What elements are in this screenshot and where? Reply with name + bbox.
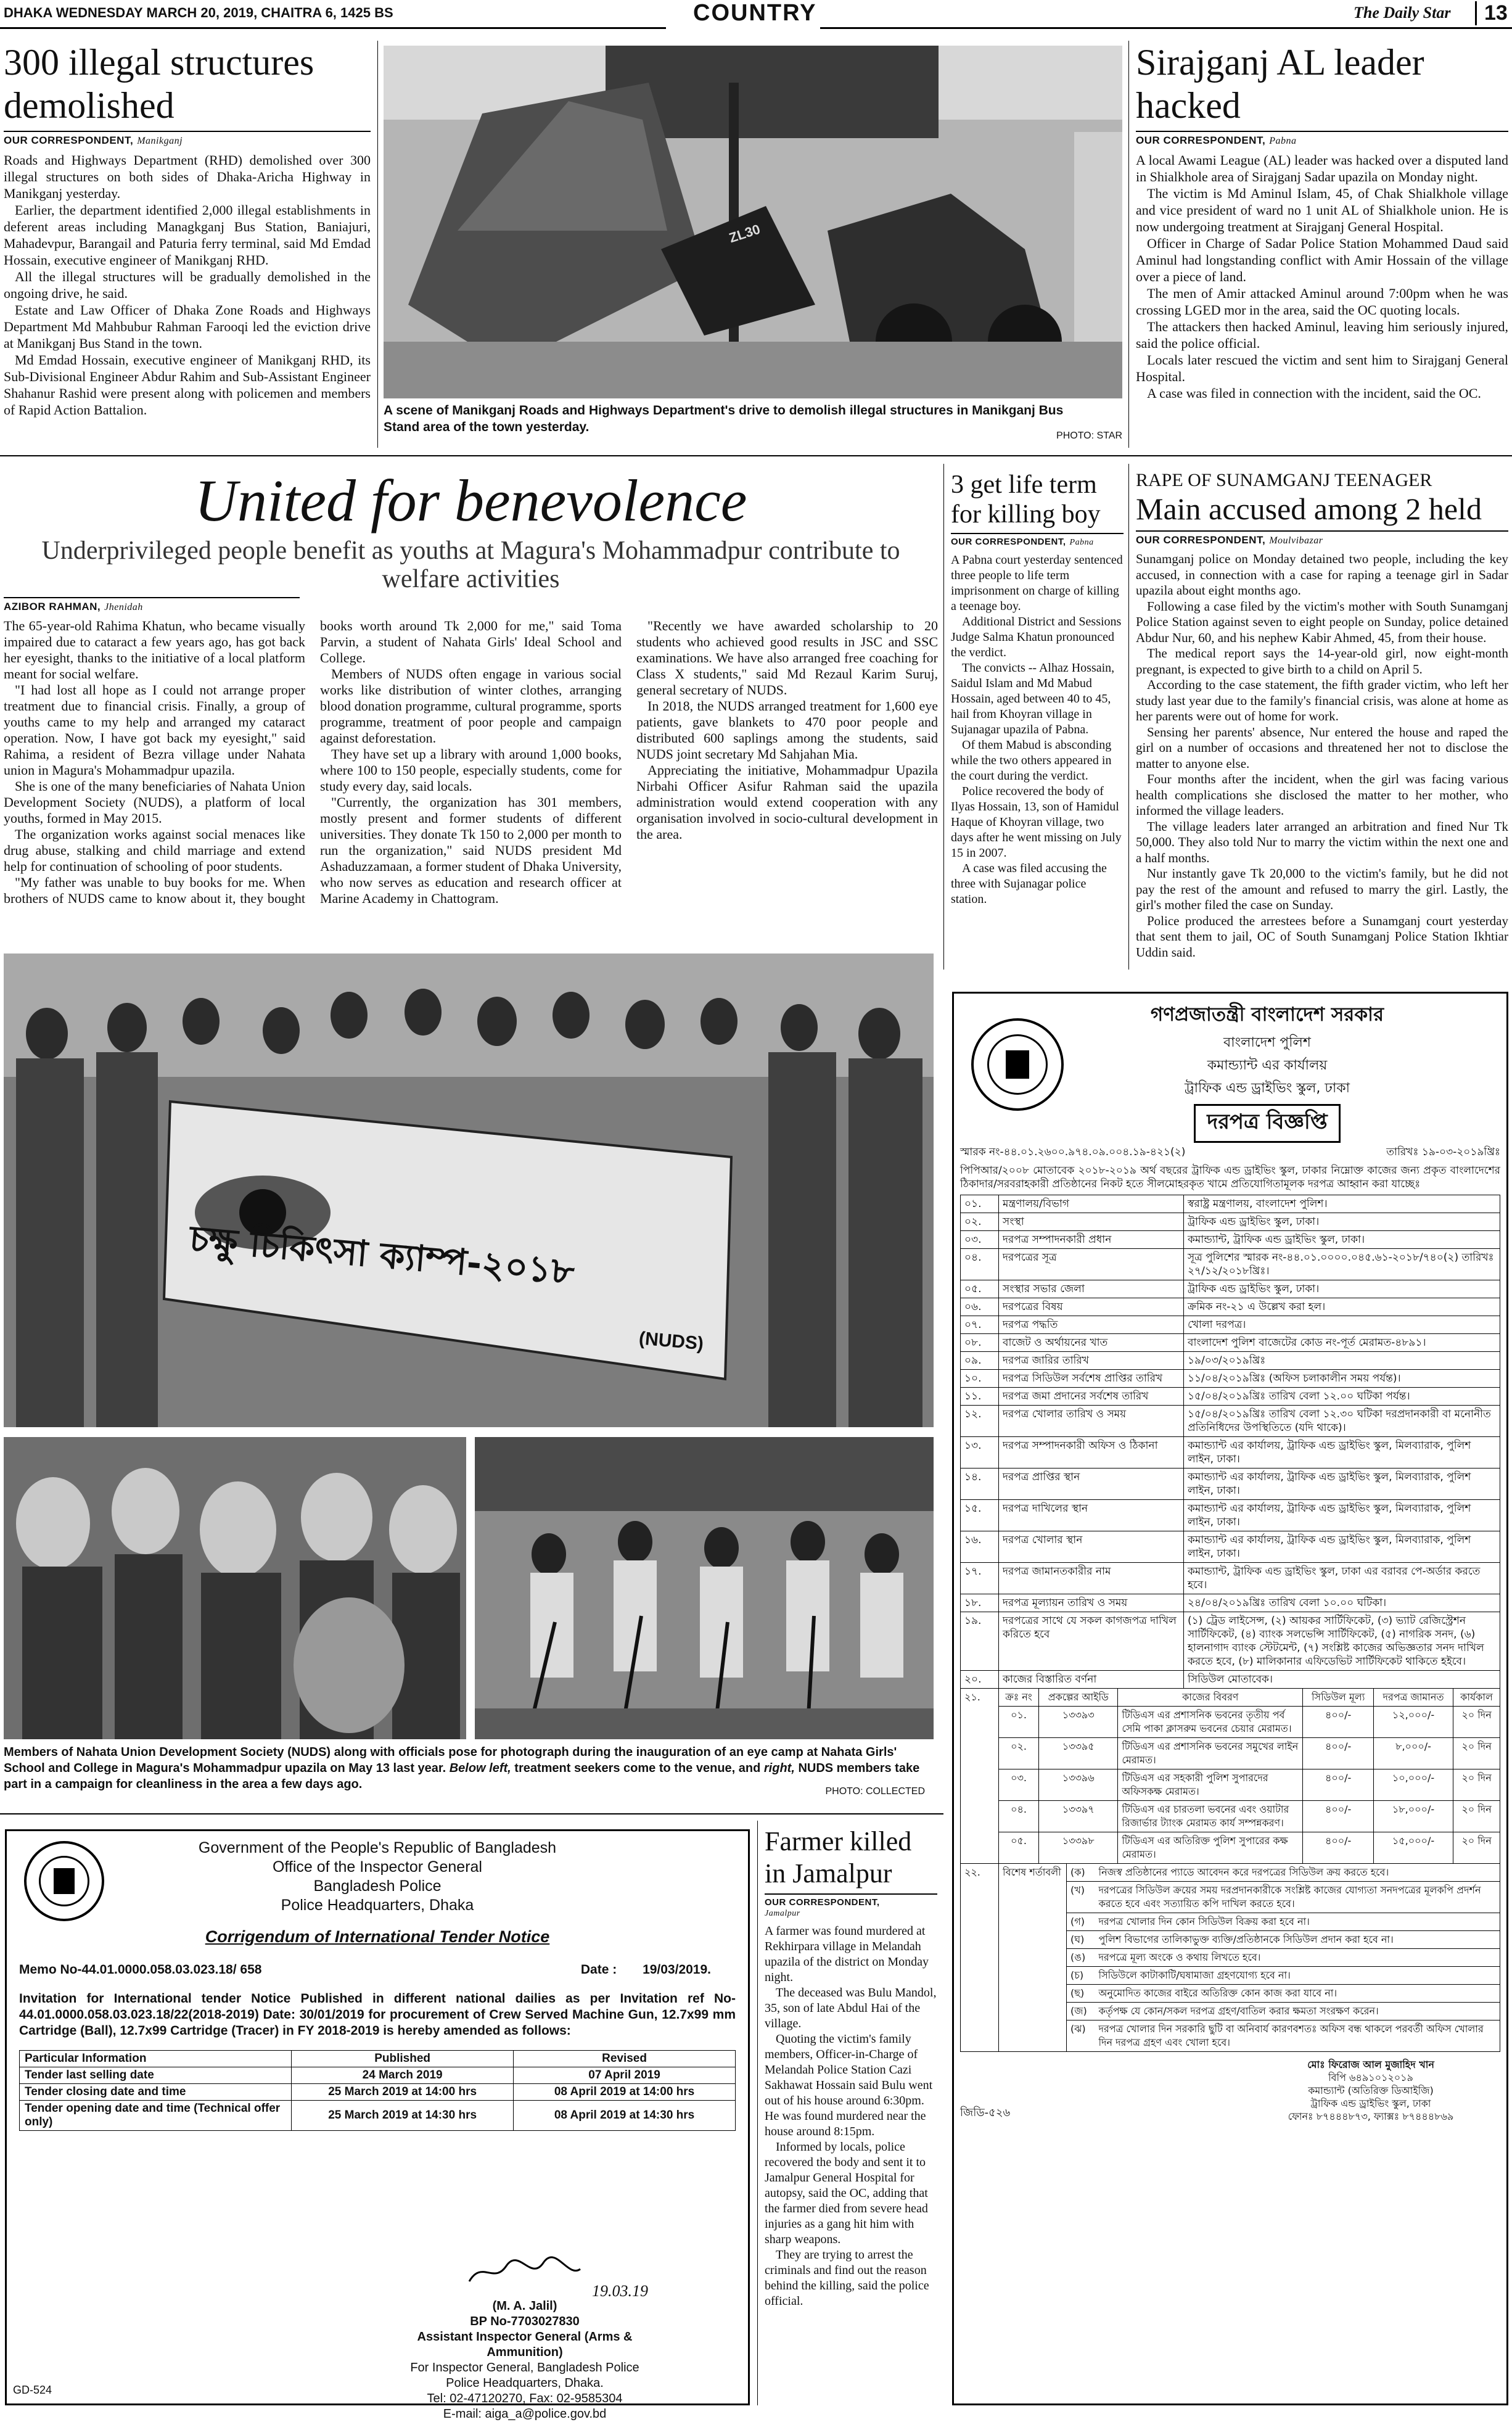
info-row (961, 1316, 1500, 1334)
work-cell: ৪০০/- (1303, 1707, 1374, 1738)
tender-cell: 08 April 2019 at 14:00 hrs (514, 2084, 736, 2101)
work-row (961, 1707, 1500, 1738)
info-row (961, 1468, 1500, 1500)
work-cell: ১৩৩৯৭ (1039, 1801, 1118, 1832)
row-number: ০৫. (961, 1280, 999, 1298)
condition-letter: (জ) (1067, 2003, 1095, 2020)
work-row (961, 1738, 1500, 1769)
tender-cell: 25 March 2019 at 14:30 hrs (292, 2101, 514, 2131)
ad-tender-table: Particular Information Published Revised Tender last selling date 24 March 2019 07 April 2019 Tender closing date and time 25 March 2019 at 14:00 hrs 08 April 2019 at 14:00 hrs Tender opening date and time (Technical offer only) 25 March 2019 at 14:30 hrs 08 April 2019 at 14:30 hrs (19, 2050, 736, 2131)
ad-intro: পিপিআর/২০০৮ মোতাবেক ২০১৮-২০১৯ অর্থ বছরের ট্রাফিক এন্ড ড্রাইভিং স্কুল, ঢাকার নিম্নোক্ত কাজের জন্য প্রকৃত বাংলাদেশের ঠিকাদার/সরবরাহকারী প্রতিষ্ঠানের নিকট হতে সীলমোহরকৃত খামে প্রতিযোগিতামূলক দরপত্র আহ্বান করা যাচ্ছেঃ (960, 1164, 1500, 1190)
row-number: ০৪. (961, 1249, 999, 1280)
work-cell: ০৫. (999, 1832, 1039, 1864)
tender-row (20, 2067, 736, 2084)
work-cell: ৮,০০০/- (1373, 1738, 1453, 1769)
row-number: ১৪. (961, 1468, 999, 1500)
ad-office: কমান্ড্যান্ট এর কার্যালয় (1207, 1058, 1328, 1073)
english-tender-ad (5, 1829, 750, 2421)
row-number: ২২. (961, 1864, 999, 2052)
article-benevolence (4, 470, 938, 918)
article-body: Sunamganj police on Monday detained two people, including the key accused, in connection with a case for raping a teenage girl in Sadar upazila about eight months ago. Following a case filed by the victim's mother with South Sunamganj Police Station against seven to eight people on Sunday, police detained Abdur Nur, 60, and his nephew Kabir Ahmed, 45, from their house. The medical report says the 14-year-old girl, now eight-month pregnant, is expected to give birth to a child on April 5. According to the case statement, the fifth grader victim, who left her study last year due to the family's financial crisis, was alone at home as her parents were out of home for work. Sensing her parents' absence, Nur entered the house and raped the girl on a number of occasions and threatened her not to disclose the matter to anyone else. Four months after the incident, when the girl was facing various health complications she disclosed the matter to her mother, who informed the village leaders. The village leaders later arranged an arbitration and fined Nur Tk 50,000. They also told Nur to marry the victim within the next one and a half months. Nur instantly gave Tk 20,000 to the victim's family, but he did not pay the rest of the amount and refused to marry the girl. Lastly, the girl's mother filed the case on Sunday. Police produced the arrestees before a Sunamganj court yesterday that sent them to jail, OC of South Sunamganj Police Station Ikhtiar Uddin said. (1136, 551, 1508, 960)
work-cell: ০১. (999, 1707, 1039, 1738)
signature-mark (463, 2257, 586, 2288)
row-value: ১১/০৪/২০১৯খ্রিঃ (অফিস চলাকালীন সময় পর্যন্ত)। (1184, 1370, 1500, 1388)
work-cell: ৪০০/- (1303, 1769, 1374, 1801)
row-value: কমান্ড্যান্ট এর কার্যালয়, ট্রাফিক এন্ড ড্রাইভিং স্কুল, মিলব্যারাক, পুলিশ লাইন, ঢাকা। (1184, 1500, 1500, 1531)
banner-text: চক্ষু চিকিৎসা ক্যাম্প-২০১৮ (187, 1217, 577, 1293)
condition-text: পুলিশ বিভাগের তালিকাভুক্ত ব্যক্তি/প্রতিষ্ঠানকে সিডিউল প্রদান করা হবে না। (1095, 1931, 1500, 1949)
info-row (961, 1388, 1500, 1406)
headline: Farmer killed in Jamalpur (765, 1826, 912, 1889)
dateline: DHAKA WEDNESDAY MARCH 20, 2019, CHAITRA 6, 1425 BS (4, 5, 393, 20)
headline: 3 get life term for killing boy (951, 471, 1101, 529)
work-cell: ০৩. (999, 1769, 1039, 1801)
police-emblem (971, 1018, 1064, 1111)
row-number: ১৫. (961, 1500, 999, 1531)
byline: AZIBOR RAHMAN, Jhenidah (4, 597, 300, 613)
ad-conditions-table (960, 1863, 1500, 2052)
police-emblem (24, 1841, 104, 1921)
work-cell: ১৩৩৯৬ (1039, 1769, 1118, 1801)
cleanliness-campaign-photo (475, 1437, 934, 1739)
work-cell: ৪০০/- (1303, 1738, 1374, 1769)
condition-row (961, 1864, 1500, 1882)
row-value: ১৫/০৪/২০১৯খ্রিঃ তারিখ বেলা ১২.০০ ঘটিকা পর্যন্ত। (1184, 1388, 1500, 1406)
work-cell: ২০ দিন (1453, 1707, 1500, 1738)
sign-date: 19.03.19 (592, 2282, 648, 2300)
condition-letter: (চ) (1067, 1967, 1095, 1985)
ad-title: Corrigendum of International Tender Notice (205, 1927, 550, 1946)
ad-police: Bangladesh Police (313, 1877, 442, 1895)
row-number: ০৮. (961, 1334, 999, 1352)
work-cell: টিডিএস এর অতিরিক্ত পুলিশ সুপারের কক্ষ মেরামত। (1118, 1832, 1303, 1864)
row-number: ১১. (961, 1388, 999, 1406)
nuds-credit: PHOTO: COLLECTED (825, 1786, 925, 1797)
tender-cell: Tender closing date and time (20, 2084, 292, 2101)
row-label: কাজের বিস্তারিত বর্ণনা (999, 1671, 1184, 1689)
demolition-photo (384, 46, 1122, 398)
article-main-accused (1136, 470, 1508, 960)
machine-label: ZL30 (727, 221, 762, 246)
condition-text: নিজস্ব প্রতিষ্ঠানের প্যাডে আবেদন করে দরপত্রের সিডিউল ক্রয় করতে হবে। (1095, 1864, 1500, 1882)
page-number: 13 (1475, 1, 1508, 25)
condition-text: অনুমোদিত কাজের বাইরে অতিরিক্ত কোন কাজ করা যাবে না। (1095, 1985, 1500, 2003)
work-cell: ২০ দিন (1453, 1801, 1500, 1832)
info-row (961, 1612, 1500, 1671)
work-row (961, 1769, 1500, 1801)
article-body: A Pabna court yesterday sentenced three people to life term imprisonment on charge of killing a teenage boy. Additional District and Sessions Judge Salma Khatun pronounced the verdict. The convicts -- Alhaz Hossain, Saidul Islam and Md Mabud Hossain, aged between 40 to 45, hail from Khoyran village in Sujanagar upazila of Pabna. Of them Mabud is absconding while the two others appeared in the court during the verdict. Police recovered the body of Ilyas Hossain, 13, son of Hamidul Haque of Khoyran village, two days after he went missing on July 15 in 2007. A case was filed accusing the three with Sujanagar police station. (951, 553, 1123, 906)
condition-text: কর্তৃপক্ষ যে কোন/সকল দরপত্র গ্রহণ/বাতিল করার ক্ষমতা সংরক্ষণ করেন। (1095, 2003, 1500, 2020)
info-row (961, 1370, 1500, 1388)
row-label: দরপত্র জামানতকারীর নাম (999, 1563, 1184, 1594)
article-body: The 65-year-old Rahima Khatun, who became visually impaired due to cataract a few years ago, has got back her eyesight, thanks to the initiative of a local platform meant for social welfare. "I had lost all hope as I could not arrange proper treatment due to financial crisis. Finally, a group of youths came to my help and arranged my cataract operation. Now, I have got back my eyesight," said Rahima, a resident of Bezra village under Nahata union in Magura's Mohammadpur upazila. She is one of the many beneficiaries of Nahata Union Development Society (NUDS), a platform of local youths, formed in May 2015. The organization works against social menaces like drug abuse, stalking and child marriage and extend help for continuation of schooling of poor students. "My father was unable to buy books for me. When brothers of NUDS came to know about it, they bought books worth around Tk 2,000 for me," said Toma Parvin, a student of Nahata Girls' Ideal School and College. Members of NUDS often engage in various social works like distribution of winter clothes, arranging blood donation programme, cultural programme, sports programme, treatment of poor people and campaign against deforestation. They have set up a library with around 1,000 books, where 100 to 150 people, especially students, come for study every day, said locals. "Currently, the organization has 301 members, mostly present and former students of different universities. They donate Tk 150 to 2,000 per month to run the organization," said NUDS president Md Ashaduzzamaan, a former student of Dhaka University, who now serves as education and research officer at Marine Academy in Chattogram. "Recently we have awarded scholarship to 20 students who achieved good results in JSC and SSC examinations. We have also arranged free coaching for Class X students," said Md Rezaul Karim Suruj, general secretary of NUDS. In 2018, the NUDS arranged treatment for 1,600 eye patients, gave blankets to 470 poor people and distributed 600 saplings among the students, said NUDS joint secretary Md Sahjahan Mia. Appreciating the initiative, Mohammadpur Upazila Nirbahi Officer Asifur Rahman said the upazila administration would extend cooperation with any organisation involved in socio-cultural development in the area. (4, 618, 938, 906)
work-cell: ১৩৩৯৫ (1039, 1738, 1118, 1769)
work-cell: ২০ দিন (1453, 1738, 1500, 1769)
row-label: দরপত্র দাখিলের স্থান (999, 1500, 1184, 1531)
work-cell: ১০,০০০/- (1373, 1769, 1453, 1801)
condition-text: দরপত্রে মূল্য অংকে ও কথায় লিখতে হবে। (1095, 1949, 1500, 1967)
row-label: সংস্থার সভার জেলা (999, 1280, 1184, 1298)
info-row (961, 1594, 1500, 1612)
row-number: ০৭. (961, 1316, 999, 1334)
row-number: ১৭. (961, 1563, 999, 1594)
tender-cell: 25 March 2019 at 14:00 hrs (292, 2084, 514, 2101)
info-row (961, 1298, 1500, 1316)
row-value: খোলা দরপত্র। (1184, 1316, 1500, 1334)
work-row (961, 1801, 1500, 1832)
row-number: ১৯. (961, 1612, 999, 1671)
kicker: RAPE OF SUNAMGANJ TEENAGER (1136, 470, 1432, 490)
row-value: স্বরাষ্ট্র মন্ত্রণালয়, বাংলাদেশ পুলিশ। (1184, 1195, 1500, 1213)
article-body: Roads and Highways Department (RHD) demolished over 300 illegal structures on both sides of Dhaka-Aricha Highway in Manikganj yesterday. Earlier, the department identified 2,000 illegal establishments in deferent areas including Managkganj Bus Station, Baniajuri, Mahadevpur, Barangail and Paturia ferry terminal, said Md Emdad Hossain, executive engineer of Manikganj RHD. All the illegal structures will be gradually demolished in the ongoing drive, he said. Estate and Law Officer of Dhaka Zone Roads and Highways Department Md Mahbubur Rahman Farooqi led the eviction drive at Manikganj Bus Stand in the town. Md Emdad Hossain, executive engineer of Manikganj RHD, its Sub-Divisional Engineer Abdur Rahim and Sub-Assistant Engineer Shahanur Rashid were present along with policemen and members of Rapid Action Battalion. (4, 152, 371, 418)
photo-credit: PHOTO: STAR (1056, 430, 1122, 441)
ad-signature: 19.03.19 (M. A. Jalil) BP No-7703027830 Assistant Inspector General (Arms & Ammunition) For Inspector General, Bangladesh Police Police Headquarters, Dhaka. Tel: 02-47120270, Fax: 02-9585304 E-mail: aiga_a@police.gov.bd (401, 2257, 648, 2422)
work-cell: ১৩৩৯৩ (1039, 1707, 1118, 1738)
row-value: বাংলাদেশ পুলিশ বাজেটের কোড নং-পূর্ত মেরামত-৪৮৯১। (1184, 1334, 1500, 1352)
condition-text: দরপত্রের সিডিউল ক্রয়ের সময় দরপ্রদানকারীকে সংশ্লিষ্ট কাজের যোগ্যতা সনদপত্রের মূলকপি প্রদর্শন করতে হবে এবং সত্যায়িত কপি দাখিল করতে হবে। (1095, 1882, 1500, 1913)
row-label: দরপত্রের সাথে যে সকল কাগজপত্র দাখিল করিতে হবে (999, 1612, 1184, 1671)
info-row (961, 1531, 1500, 1563)
ad-code: GD-524 (13, 2384, 52, 2396)
work-head-cell: কাজের বিবরণ (1118, 1689, 1303, 1707)
work-cell: ২০ দিন (1453, 1832, 1500, 1864)
row-label: দরপত্র পদ্ধতি (999, 1316, 1184, 1334)
work-cell: ০৪. (999, 1801, 1039, 1832)
row-value: সূত্র পুলিশের স্মারক নং-৪৪.০১.০০০০.০৪৫.৬১-২০১৮/৭৪০(২) তারিখঃ ২৭/১২/২০১৮খ্রিঃ। (1184, 1249, 1500, 1280)
condition-letter: (ছ) (1067, 1985, 1095, 2003)
condition-text: দরপত্র খোলার দিন সরকারি ছুটি বা অনিবার্য কারণবশতঃ অফিস বন্ধ থাকলে পরবর্তী অফিস খোলার দিন দরপত্র গ্রহণ এবং খোলা হবে। (1095, 2020, 1500, 2052)
row-value: ২৪/০৪/২০১৯খ্রিঃ তারিখ বেলা ১০.০০ ঘটিকা। (1184, 1594, 1500, 1612)
row-value: কমান্ড্যান্ট, ট্রাফিক এন্ড ড্রাইভিং স্কুল, ঢাকা এর বরাবর পে-অর্ডার করতে হবে। (1184, 1563, 1500, 1594)
condition-text: সিডিউলে কাটাকাটি/ঘষামাজা গ্রহণযোগ্য হবে না। (1095, 1967, 1500, 1985)
article-illegal-structures (4, 41, 371, 418)
tender-cell: Tender last selling date (20, 2067, 292, 2084)
work-head-cell: কার্যকাল (1453, 1689, 1500, 1707)
headline: 300 illegal structures demolished (4, 42, 314, 126)
row-value: কমান্ড্যান্ট এর কার্যালয়, ট্রাফিক এন্ড ড্রাইভিং স্কুল, মিলব্যারাক, পুলিশ লাইন, ঢাকা। (1184, 1531, 1500, 1563)
info-row (961, 1671, 1500, 1689)
tender-row (20, 2084, 736, 2101)
row-number: ১৬. (961, 1531, 999, 1563)
row-value: কমান্ড্যান্ট এর কার্যালয়, ট্রাফিক এন্ড ড্রাইভিং স্কুল, মিলব্যারাক, পুলিশ লাইন, ঢাকা। (1184, 1468, 1500, 1500)
tender-cell: 24 March 2019 (292, 2067, 514, 2084)
row-value: ট্রাফিক এন্ড ড্রাইভিং স্কুল, ঢাকা। (1184, 1213, 1500, 1231)
paper-name: The Daily Star (1354, 4, 1451, 22)
info-row (961, 1334, 1500, 1352)
info-row (961, 1500, 1500, 1531)
ad-memo: স্মারক নং-৪৪.০১.২৬০০.৯৭৪.০৯.০০৪.১৯-৪২১(২) (960, 1146, 1186, 1158)
ad-signature: মোঃ ফিরোজ আল মুজাহিদ খান বিপি ৬৪৯১০১২০১৯ কমান্ড্যান্ট (অতিরিক্ত ডিআইজি) ট্রাফিক এন্ড ড্রাইভিং স্কুল, ঢাকা ফোনঃ ৮৭৪৪৪৮৭৩, ফ্যাক্সঃ ৮৭৪৪৪৮৬৯ (1288, 2059, 1454, 2122)
row-label: বাজেট ও অর্থায়নের খাত (999, 1334, 1184, 1352)
row-label: বিশেষ শর্তাবলী (999, 1864, 1067, 2052)
ad-police: বাংলাদেশ পুলিশ (1223, 1035, 1311, 1050)
byline: OUR CORRESPONDENT, Jamalpur (765, 1893, 937, 1919)
ad-school: ট্রাফিক এন্ড ড্রাইভিং স্কুল, ঢাকা (1185, 1081, 1350, 1096)
row-value: (১) ট্রেড লাইসেন্স, (২) আয়কর সার্টিফিকেট, (৩) ভ্যাট রেজিস্ট্রেশন সার্টিফিকেট, (৪) ব্যাংক সলভেন্সি সার্টিফিকেট, (৫) নাগরিক সনদ, (৬) হালনাগাদ ব্যাংক স্টেটমেন্ট, (৭) সংশ্লিষ্ট কাজের অভিজ্ঞতার সনদ দাখিল করতে হবে, (৮) মালিকানার এফিডেভিট সার্টিফিকেট থাকিতে হইবে। (1184, 1612, 1500, 1671)
headline: Sirajganj AL leader hacked (1136, 42, 1424, 126)
info-row (961, 1437, 1500, 1468)
row-label: সংস্থা (999, 1213, 1184, 1231)
ad-title: দরপত্র বিজ্ঞপ্তি (1194, 1104, 1340, 1143)
nuds-group-photo (4, 954, 934, 1427)
row-label: দরপত্র প্রাপ্তির স্থান (999, 1468, 1184, 1500)
row-label: দরপত্র খোলার তারিখ ও সময় (999, 1406, 1184, 1437)
ad-body: Invitation for International tender Notice Published in different national dailies as per Invitation ref No-44.01.0000.058.03.023.18/22(2018-2019) Date: 30/01/2019 for procurement of Crew Served Machine Gun, 12.7x99 mm Cartridge (Ball), 12.7x99 Cartridge (Tracer) in FY 2018-2019 is hereby amended as follows: (19, 1992, 736, 2038)
row-label: দরপত্র জমা প্রদানের সর্বশেষ তারিখ (999, 1388, 1184, 1406)
work-head-cell: দরপত্র জামানত (1373, 1689, 1453, 1707)
byline: OUR CORRESPONDENT, Pabna (1136, 131, 1508, 147)
row-number: ০৯. (961, 1352, 999, 1370)
row-number: ০৩. (961, 1231, 999, 1249)
byline: OUR CORRESPONDENT, Moulvibazar (1136, 530, 1508, 546)
row-number: ১২. (961, 1406, 999, 1437)
bangla-tender-ad (952, 992, 1508, 2405)
ad-gov: গণপ্রজাতন্ত্রী বাংলাদেশ সরকার (1150, 1003, 1384, 1026)
tender-cell: 08 April 2019 at 14:30 hrs (514, 2101, 736, 2131)
ad-gov: Government of the People's Republic of Bangladesh (198, 1839, 557, 1856)
ad-info-table (960, 1195, 1500, 1689)
row-label: দরপত্র মূল্যায়ন তারিখ ও সময় (999, 1594, 1184, 1612)
row-label: দরপত্রের সূত্র (999, 1249, 1184, 1280)
tender-row (20, 2101, 736, 2131)
article-body: A local Awami League (AL) leader was hacked over a disputed land in Shialkhole area of Sirajganj Sadar upazila on Monday night. The victim is Md Aminul Islam, 45, of Chak Shialkhole village and vice president of ward no 1 unit AL of Shialkhole union. He is now undergoing treatment at Sirajganj General Hospital. Officer in Charge of Sadar Police Station Mohammed Daud said Aminul had longstanding conflict with Amir Hossain of the village over a piece of land. The men of Amir attacked Aminul around 7:00pm when he was crossing LGED mor in the area, said the OC quoting locals. The attackers then hacked Aminul, leaving him seriously injured, said the police official. Locals later rescued the victim and sent him to Sirajganj General Hospital. A case was filed in connection with the incident, said the OC. (1136, 152, 1508, 401)
row-value: কমান্ড্যান্ট, ট্রাফিক এন্ড ড্রাইভিং স্কুল, ঢাকা। (1184, 1231, 1500, 1249)
work-cell: ১৮,০০০/- (1373, 1801, 1453, 1832)
row-value: ক্রমিক নং-২১ এ উল্লেখ করা হল। (1184, 1298, 1500, 1316)
row-label: মন্ত্রণালয়/বিভাগ (999, 1195, 1184, 1213)
condition-letter: (ঘ) (1067, 1931, 1095, 1949)
article-body: A farmer was found murdered at Rekhirpara village in Melandah upazila of the district on Monday night. The deceased was Bulu Mandol, 35, son of late Abdul Hai of the village. Quoting the victim's family members, Officer-in-Charge of Melandah Police Station Cazi Sakhawat Hossain said Bulu went out of his house around 6:30pm. He was found murdered near the house around 8:15pm. Informed by locals, police recovered the body and sent it to Jamalpur General Hospital for autopsy, said the OC, adding that the farmer died from severe head injuries as a gang hit him with sharp weapons. They are trying to arrest the criminals and find out the reason behind the killing, said the police official. (765, 1924, 937, 2308)
work-cell: ৪০০/- (1303, 1832, 1374, 1864)
photo-caption: A scene of Manikganj Roads and Highways Department's drive to demolish illegal structures in Manikganj Bus Stand area of the town yesterday. (384, 403, 1064, 434)
row-number: ২০. (961, 1671, 999, 1689)
article-life-term (951, 470, 1124, 907)
work-cell: ৪০০/- (1303, 1801, 1374, 1832)
row-number: ০১. (961, 1195, 999, 1213)
tender-cell: 07 April 2019 (514, 2067, 736, 2084)
row-number: ১৮. (961, 1594, 999, 1612)
row-number: ২১. (961, 1689, 999, 1864)
row-number: ০২. (961, 1213, 999, 1231)
work-cell: ১৩৩৯৮ (1039, 1832, 1118, 1864)
work-cell: টিডিএস এর চারতলা ভবনের এবং ওয়াটার রিজার্ভার ট্যাংক মেরামত কার্য সম্পন্নকরণ। (1118, 1801, 1303, 1832)
treatment-seekers-photo (4, 1437, 466, 1739)
work-head-cell: প্রকল্পের আইডি (1039, 1689, 1118, 1707)
work-cell: টিডিএস এর প্রশাসনিক ভবনের সমুখের লাইন মেরামত। (1118, 1738, 1303, 1769)
row-label: দরপত্র খোলার স্থান (999, 1531, 1184, 1563)
ad-date: 19/03/2019. (643, 1963, 711, 1977)
info-row (961, 1406, 1500, 1437)
row-number: ১০. (961, 1370, 999, 1388)
row-label: দরপত্রের বিষয় (999, 1298, 1184, 1316)
row-label: দরপত্র সম্পাদনকারী অফিস ও ঠিকানা (999, 1437, 1184, 1468)
subhead: Underprivileged people benefit as youths at Magura's Mohammadpur contribute to welfare activities (41, 537, 900, 593)
section-label: COUNTRY (684, 0, 825, 27)
ad-memo: Memo No-44.01.0000.058.03.023.18/ 658 (19, 1963, 262, 1977)
work-cell: টিডিএস এর প্রশাসনিক ভবনের তৃতীয় পর্ব সেমি পাকা ক্লাসরুম ভবনের চেয়ার মেরামত। (1118, 1707, 1303, 1738)
banner-org: (NUDS) (638, 1328, 705, 1354)
article-farmer-killed (765, 1826, 937, 2309)
headline: Main accused among 2 held (1136, 492, 1482, 526)
ad-office: Office of the Inspector General (272, 1858, 482, 1876)
info-row (961, 1231, 1500, 1249)
row-number: ০৬. (961, 1298, 999, 1316)
ad-hq: Police Headquarters, Dhaka (281, 1897, 474, 1914)
info-row (961, 1195, 1500, 1213)
row-number: ১৩. (961, 1437, 999, 1468)
work-head-cell: ক্রঃ নং (999, 1689, 1039, 1707)
condition-letter: (ঙ) (1067, 1949, 1095, 1967)
info-row (961, 1213, 1500, 1231)
masthead (0, 0, 1512, 30)
condition-text: দরপত্র খোলার দিন কোন সিডিউল বিক্রয় করা হবে না। (1095, 1913, 1500, 1931)
condition-letter: (গ) (1067, 1913, 1095, 1931)
ad-date-label: Date : (580, 1963, 617, 1977)
work-cell: ১৫,০০০/- (1373, 1832, 1453, 1864)
byline: OUR CORRESPONDENT, Manikganj (4, 131, 371, 147)
condition-letter: (ক) (1067, 1864, 1095, 1882)
info-row (961, 1280, 1500, 1298)
nuds-caption: Members of Nahata Union Development Society (NUDS) along with officials pose for photograph during the inauguration of an eye camp at Nahata Girls' School and College in Magura's Mohammadpur upazila on May 13 last year. Below left, treatment seekers come to the venue, and right, NUDS members take part in a campaign for cleanliness in the area a few days ago. (4, 1745, 920, 1791)
condition-letter: (খ) (1067, 1882, 1095, 1913)
article-sirajganj (1136, 41, 1508, 402)
work-head-cell: সিডিউল মূল্য (1303, 1689, 1374, 1707)
row-value: কমান্ড্যান্ট এর কার্যালয়, ট্রাফিক এন্ড ড্রাইভিং স্কুল, মিলব্যারাক, পুলিশ লাইন, ঢাকা। (1184, 1437, 1500, 1468)
row-label: দরপত্র সম্পাদনকারী প্রধান (999, 1231, 1184, 1249)
row-value: ১৯/০৩/২০১৯খ্রিঃ (1184, 1352, 1500, 1370)
headline: United for benevolence (194, 468, 747, 533)
ad-work-table (960, 1688, 1500, 1864)
tender-cell: Tender opening date and time (Technical offer only) (20, 2101, 292, 2131)
ad-code: জিডি-৫২৬ (960, 2106, 1011, 2119)
info-row (961, 1352, 1500, 1370)
work-cell: ০২. (999, 1738, 1039, 1769)
row-label: দরপত্র জারির তারিখ (999, 1352, 1184, 1370)
ad-memo-date: তারিখঃ ১৯-০৩-২০১৯খ্রিঃ (1386, 1146, 1500, 1158)
info-row (961, 1249, 1500, 1280)
condition-letter: (ঝ) (1067, 2020, 1095, 2052)
work-row (961, 1832, 1500, 1864)
row-value: সিডিউল মোতাবেক। (1184, 1671, 1500, 1689)
row-value: ট্রাফিক এন্ড ড্রাইভিং স্কুল, ঢাকা। (1184, 1280, 1500, 1298)
byline: OUR CORRESPONDENT, Pabna (951, 533, 1124, 548)
row-value: ১৫/০৪/২০১৯খ্রিঃ তারিখ বেলা ১২.৩০ ঘটিকা দরপ্রদানকারী বা মনোনীত প্রতিনিধিদের উপস্থিতিতে (যদি থাকে)। (1184, 1406, 1500, 1437)
info-row (961, 1563, 1500, 1594)
work-cell: টিডিএস এর সহকারী পুলিশ সুপারদের অফিসকক্ষ মেরামত। (1118, 1769, 1303, 1801)
work-cell: ২০ দিন (1453, 1769, 1500, 1801)
row-label: দরপত্র সিডিউল সর্বশেষ প্রাপ্তির তারিখ (999, 1370, 1184, 1388)
work-header (961, 1689, 1500, 1707)
work-cell: ১২,০০০/- (1373, 1707, 1453, 1738)
